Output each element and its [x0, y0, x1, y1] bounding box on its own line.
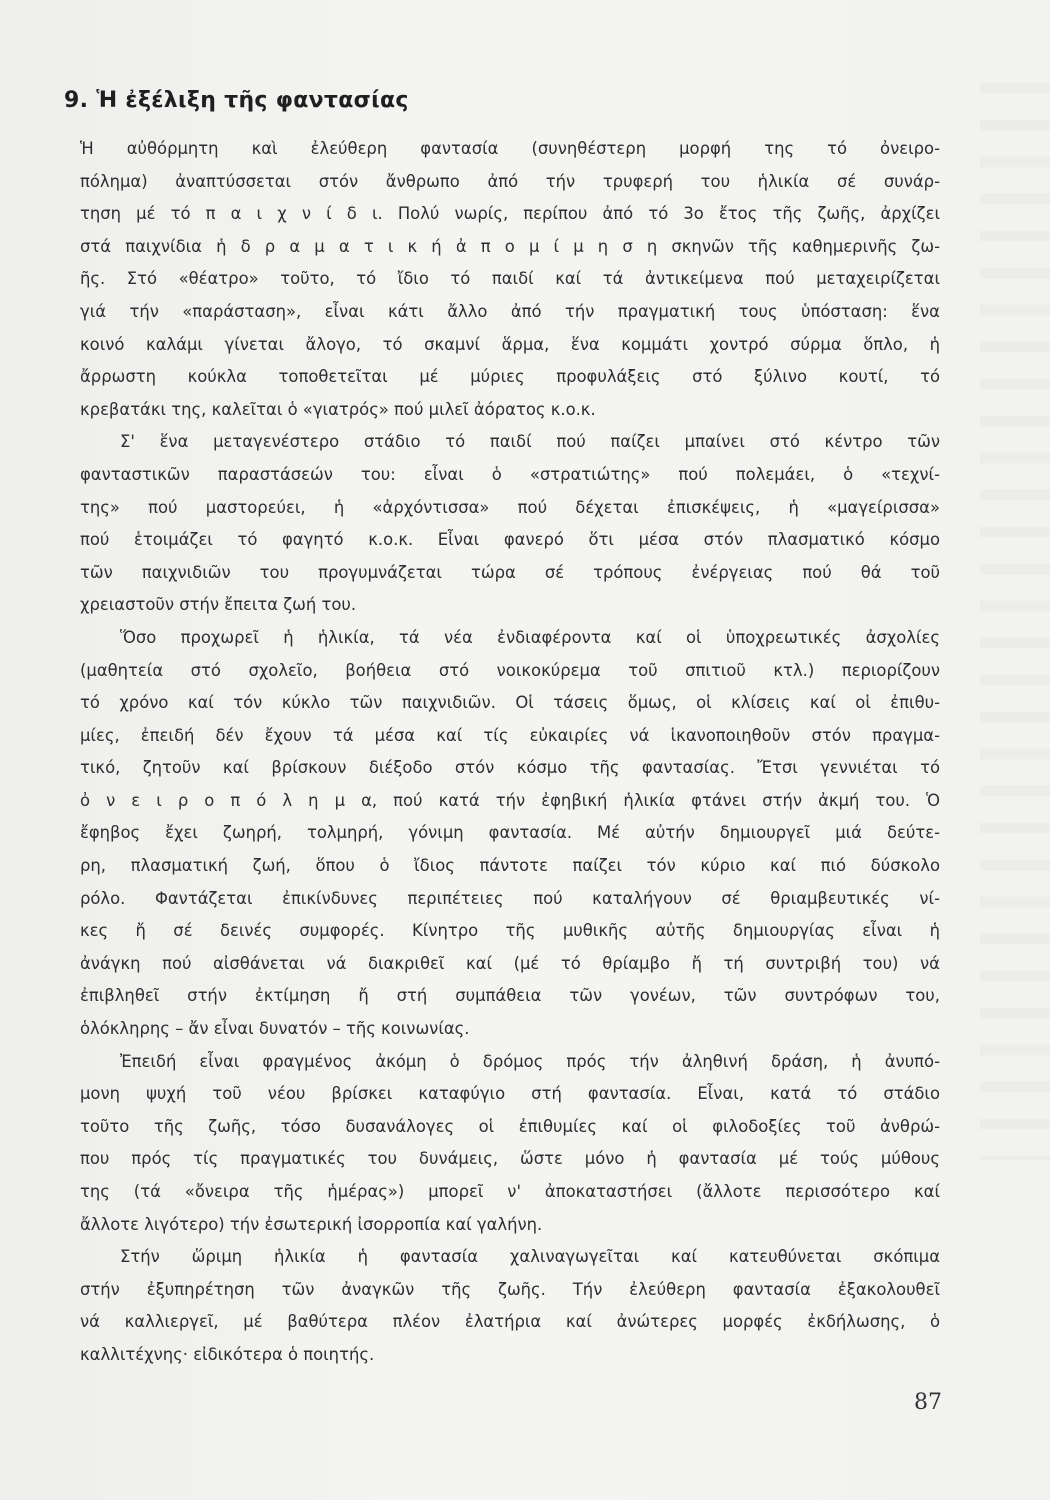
show-through-shadow [980, 60, 1050, 1160]
text-line: ῆς. Στό «θέατρο» τοῦτο, τό ἴδιο τό παιδί καί τά ἀντικείμενα πού μεταχειρίζεται [80, 269, 940, 289]
text-line: νά καλλιεργεῖ, μέ βαθύτερα πλέον ἐλατήρια καί ἀνώτερες μορφές ἐκδήλωσης, ὁ [80, 1312, 940, 1332]
text-line: ἐπιβληθεῖ στήν ἐκτίμηση ἤ στή συμπάθεια τῶν γονέων, τῶν συντρόφων του, [80, 986, 940, 1006]
body-text [80, 133, 940, 1372]
text-line: τῶν παιχνιδιῶν του προγυμνάζεται τώρα σέ τρόπους ἐνέργειας πού θά τοῦ [80, 562, 940, 582]
page-number: 87 [914, 1390, 942, 1415]
text-line: Ἐπειδή εἶναι φραγμένος ἀκόμη ὁ δρόμος πρός τήν ἀληθινή δράση, ἡ ἀνυπό- [120, 1051, 940, 1071]
text-line: τηση μέ τό π α ι χ ν ί δ ι. Πολύ νωρίς, περίπου ἀπό τό 3ο ἔτος τῆς ζωῆς, ἀρχίζει [80, 204, 940, 224]
text-line: τοῦτο τῆς ζωῆς, τόσο δυσανάλογες οἱ ἐπιθυμίες καί οἱ φιλοδοξίες τοῦ ἀνθρώ- [80, 1116, 940, 1136]
text-line: μίες, ἐπειδή δέν ἔχουν τά μέσα καί τίς εὐκαιρίες νά ἱκανοποιηθοῦν στόν πραγμα- [80, 725, 940, 745]
text-line: χρειαστοῦν στήν ἔπειτα ζωή του. [80, 595, 357, 615]
text-line: ὁλόκληρης – ἄν εἶναι δυνατόν – τῆς κοινωνίας. [80, 1019, 470, 1039]
text-line: καλλιτέχνης· εἰδικότερα ὁ ποιητής. [80, 1344, 375, 1364]
text-line: ρη, πλασματική ζωή, ὅπου ὁ ἴδιος πάντοτε παίζει τόν κύριο καί πιό δύσκολο [80, 856, 940, 876]
text-line: της» πού μαστορεύει, ἡ «ἀρχόντισσα» πού δέχεται ἐπισκέψεις, ἡ «μαγείρισσα» [80, 497, 940, 517]
section-heading: 9. Ἡ ἐξέλιξη τῆς φαντασίας [64, 88, 409, 113]
text-line: της (τά «ὄνειρα τῆς ἡμέρας») μπορεῖ ν' ἀποκαταστήσει (ἄλλοτε περισσότερο καί [80, 1182, 940, 1201]
text-line: τικό, ζητοῦν καί βρίσκουν διέξοδο στόν κόσμο τῆς φαντασίας. Ἔτσι γεννιέται τό [80, 758, 940, 778]
text-line: τό χρόνο καί τόν κύκλο τῶν παιχνιδιῶν. Οἱ τάσεις ὅμως, οἱ κλίσεις καί οἱ ἐπιθυ- [80, 693, 940, 713]
text-line: Σ' ἕνα μεταγενέστερο στάδιο τό παιδί πού παίζει μπαίνει στό κέντρο τῶν [120, 432, 940, 452]
text-line: Ὅσο προχωρεῖ ἡ ἡλικία, τά νέα ἐνδιαφέροντα καί οἱ ὑποχρεωτικές ἀσχολίες [120, 627, 940, 647]
text-line: στήν ἐξυπηρέτηση τῶν ἀναγκῶν τῆς ζωῆς. Τήν ἐλεύθερη φαντασία ἐξακολουθεῖ [80, 1279, 940, 1299]
text-line: ρόλο. Φαντάζεται ἐπικίνδυνες περιπέτειες πού καταλήγουν σέ θριαμβευτικές νί- [80, 888, 940, 908]
text-line: στά παιχνίδια ἡ δ ρ α μ α τ ι κ ή ἀ π ο μ ί μ η σ η σκηνῶν τῆς καθημερινῆς ζω- [80, 236, 940, 256]
text-line: κοινό καλάμι γίνεται ἄλογο, τό σκαμνί ἅρμα, ἕνα κομμάτι χοντρό σύρμα ὅπλο, ἡ [80, 334, 940, 354]
text-line: πόλημα) ἀναπτύσσεται στόν ἄνθρωπο ἀπό τήν τρυφερή του ἡλικία σέ συνάρ- [80, 171, 940, 191]
text-line: φανταστικῶν παραστάσεών του: εἶναι ὁ «στρατιώτης» πού πολεμάει, ὁ «τεχνί- [80, 464, 940, 484]
text-line: (μαθητεία στό σχολεῖο, βοήθεια στό νοικοκύρεμα τοῦ σπιτιοῦ κτλ.) περιορίζουν [80, 660, 940, 680]
text-line: Ἡ αὐθόρμητη καὶ ἐλεύθερη φαντασία (συνηθέστερη μορφή της τό ὀνειρο- [80, 139, 940, 158]
text-line: που πρός τίς πραγματικές του δυνάμεις, ὥστε μόνο ἡ φαντασία μέ τούς μύθους [80, 1149, 940, 1169]
text-line: γιά τήν «παράσταση», εἶναι κάτι ἄλλο ἀπό τήν πραγματική τους ὑπόσταση: ἕνα [80, 301, 940, 321]
text-line: ὀ ν ε ι ρ ο π ό λ η μ α, πού κατά τήν ἐφηβική ἡλικία φτάνει στήν ἀκμή του. Ὁ [80, 790, 940, 810]
text-line: κρεβατάκι της, καλεῖται ὁ «γιατρός» πού μιλεῖ ἀόρατος κ.ο.κ. [80, 399, 596, 419]
text-line: ἀνάγκη πού αἰσθάνεται νά διακριθεῖ καί (μέ τό θρίαμβο ἤ τή συντριβή του) νά [80, 953, 940, 973]
text-line: ἔφηβος ἔχει ζωηρή, τολμηρή, γόνιμη φαντασία. Μέ αὐτήν δημιουργεῖ μιά δεύτε- [80, 823, 940, 843]
text-line: ἄρρωστη κούκλα τοποθετεῖται μέ μύριες προφυλάξεις στό ξύλινο κουτί, τό [80, 367, 940, 387]
text-line: Στήν ὥριμη ἡλικία ἡ φαντασία χαλιναγωγεῖται καί κατευθύνεται σκόπιμα [120, 1247, 940, 1267]
text-line: μονη ψυχή τοῦ νέου βρίσκει καταφύγιο στή φαντασία. Εἶναι, κατά τό στάδιο [80, 1084, 940, 1104]
text-line: ἄλλοτε λιγότερο) τήν ἐσωτερική ἰσορροπία καί γαλήνη. [80, 1214, 543, 1234]
text-line: κες ἤ σέ δεινές συμφορές. Κίνητρο τῆς μυθικῆς αὐτῆς δημιουργίας εἶναι ἡ [80, 921, 940, 941]
text-line: πού ἑτοιμάζει τό φαγητό κ.ο.κ. Εἶναι φανερό ὅτι μέσα στόν πλασματικό κόσμο [80, 530, 940, 550]
